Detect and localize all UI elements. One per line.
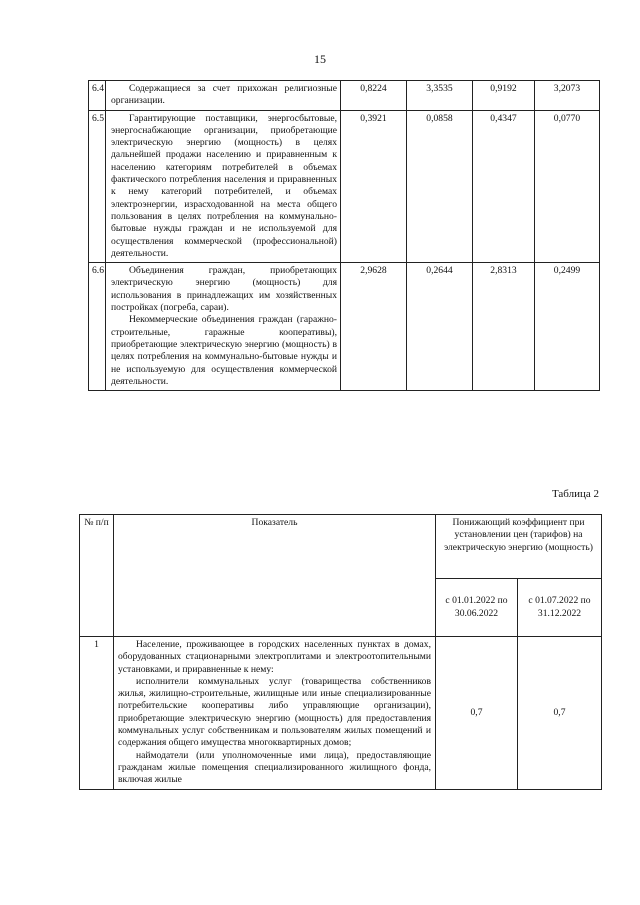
row-description <box>106 81 341 111</box>
description-paragraph: Гарантирующие поставщики, энергосбытовые, энергоснабжающие организации, приобретающие электрическую энергию (мощность) в целях дальнейшей продажи населению и приравненным к населению категориям потребителей в объемах фактического потребления населения и приравненных к нему категорий потребителей, и объемах электроэнергии, израсходованной на места общего пользования в целях потребления на коммунально-бытовые нужды граждан и не используемой для осуществления коммерческой (профессиональной) деятельности. <box>111 112 337 259</box>
coefficient-value: 2,9628 <box>341 263 407 391</box>
coefficient-value: 2,8313 <box>473 263 535 391</box>
coefficient-value: 0,0858 <box>407 110 473 263</box>
description-paragraph: наймодатели (или уполномоченные ими лица), предоставляющие гражданам жилые помещения специализированного жилищного фонда, включая жилые <box>118 749 431 786</box>
header-row-number: № п/п <box>80 515 114 637</box>
description-paragraph: Некоммерческие объединения граждан (гаражно-строительные, гаражные кооперативы), приобретающие электрическую энергию (мощность) в целях потребления на коммунально-бытовые нужды и не используемую для осуществления коммерческой деятельности. <box>111 314 337 387</box>
coefficient-value: 0,2644 <box>407 263 473 391</box>
table-caption: Таблица 2 <box>551 488 599 500</box>
coefficient-value: 0,8224 <box>341 81 407 111</box>
header-indicator: Показатель <box>114 515 436 637</box>
description-paragraph: исполнители коммунальных услуг (товарищества собственников жилья, жилищно-строительные, жилищные или иные специализированные потребительские кооперативы либо управляющие организации), приобретающие электрическую энергию (мощность) для предоставления коммунальных услуг собственникам и пользователям жилых помещений и содержания общего имущества многоквартирных домов; <box>118 675 431 749</box>
coefficient-value: 3,3535 <box>407 81 473 111</box>
table1-body <box>89 81 600 391</box>
header-coefficient: Понижающий коэффициент при установлении цен (тарифов) на электрическую энергию (мощность) <box>436 515 602 579</box>
table-row <box>89 81 600 111</box>
page-number: 15 <box>314 52 326 66</box>
row-description <box>106 110 341 263</box>
table2-body <box>80 637 602 790</box>
table-row <box>89 263 600 391</box>
row-description <box>114 637 436 790</box>
description-paragraph: Объединения граждан, приобретающих электрическую энергию (мощность) для использования в принадлежащих им хозяйственных постройках (погреба, сараи). <box>111 265 337 314</box>
reduction-coefficient-table <box>79 514 602 790</box>
coefficient-value: 0,3921 <box>341 110 407 263</box>
table-row <box>89 110 600 263</box>
coefficient-value: 0,7 <box>518 637 602 790</box>
coefficient-value: 3,2073 <box>535 81 600 111</box>
table-row <box>80 637 602 790</box>
description-paragraph: Содержащиеся за счет прихожан религиозные организации. <box>111 83 337 107</box>
header-period-2: с 01.07.2022 по 31.12.2022 <box>518 579 602 637</box>
coefficient-value: 0,9192 <box>473 81 535 111</box>
row-number: 6.6 <box>89 263 106 391</box>
header-period-1: с 01.01.2022 по 30.06.2022 <box>436 579 518 637</box>
description-paragraph: Население, проживающее в городских населенных пунктах в домах, оборудованных стационарными электроплитами и электроотопительными установками, и приравненные к нему: <box>118 639 431 675</box>
row-number: 1 <box>80 637 114 790</box>
row-number: 6.5 <box>89 110 106 263</box>
row-description <box>106 263 341 391</box>
coefficient-value: 0,4347 <box>473 110 535 263</box>
row-number: 6.4 <box>89 81 106 111</box>
coefficient-value: 0,7 <box>436 637 518 790</box>
coefficient-value: 0,0770 <box>535 110 600 263</box>
tariff-table-continued <box>88 80 600 391</box>
coefficient-value: 0,2499 <box>535 263 600 391</box>
